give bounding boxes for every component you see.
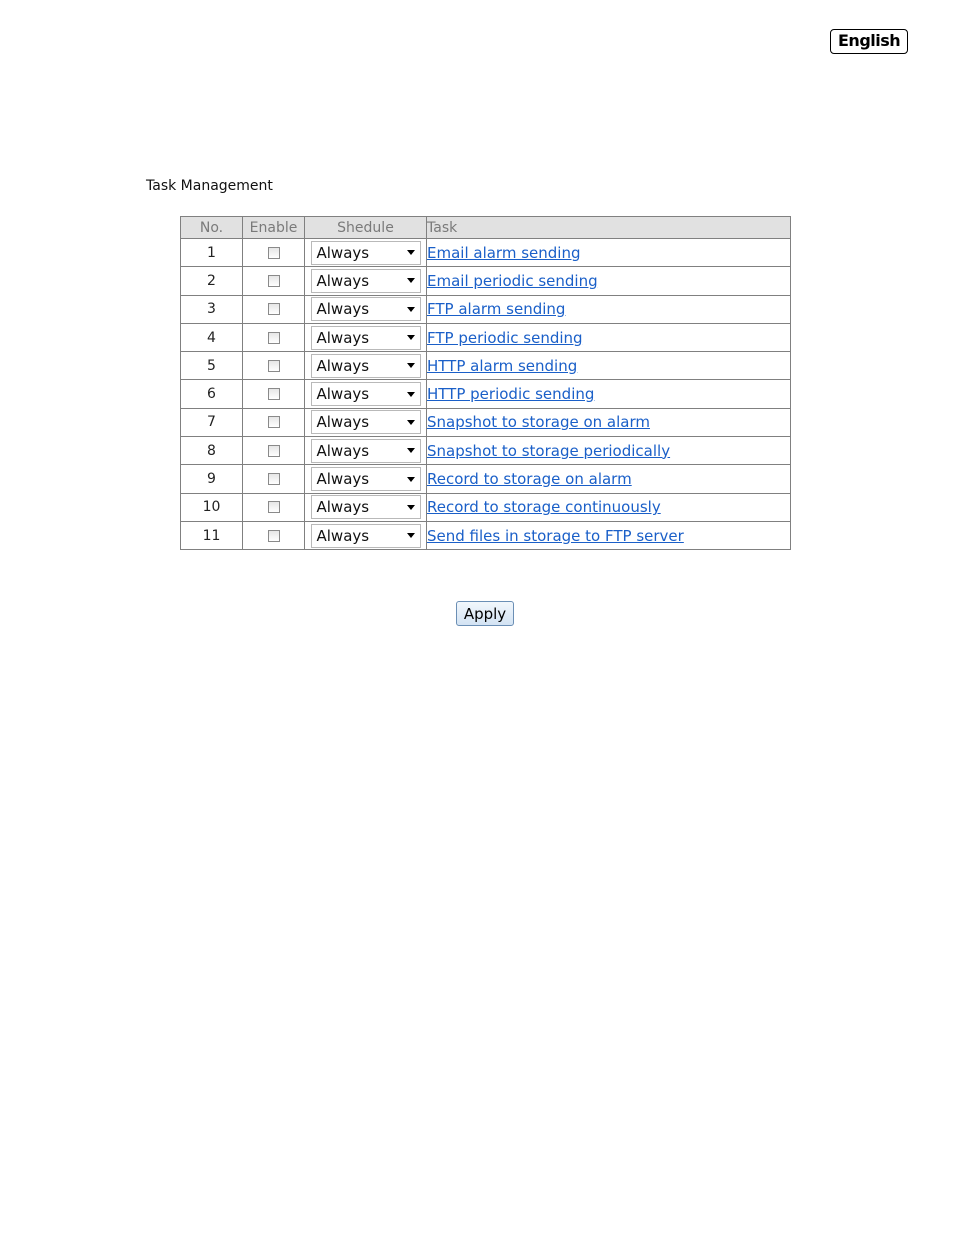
- chevron-down-icon: [407, 250, 415, 255]
- task-link-send-ftp[interactable]: Send files in storage to FTP server: [427, 526, 684, 545]
- schedule-select[interactable]: [311, 410, 421, 434]
- schedule-cell: [305, 239, 427, 267]
- table-row: [181, 437, 791, 465]
- chevron-down-icon: [407, 505, 415, 510]
- task-cell: [427, 465, 791, 493]
- row-number: 6: [181, 380, 243, 408]
- enable-cell: [243, 352, 305, 380]
- enable-cell: [243, 437, 305, 465]
- row-number: 3: [181, 295, 243, 323]
- chevron-down-icon: [407, 392, 415, 397]
- apply-button[interactable]: Apply: [456, 601, 514, 626]
- task-link-ftp-periodic[interactable]: FTP periodic sending: [427, 328, 583, 347]
- table-row: [181, 408, 791, 436]
- task-link-email-periodic[interactable]: Email periodic sending: [427, 271, 598, 290]
- schedule-select[interactable]: [311, 297, 421, 321]
- schedule-value: Always: [316, 271, 370, 290]
- schedule-cell: [305, 521, 427, 549]
- enable-checkbox[interactable]: [268, 416, 280, 428]
- schedule-cell: [305, 267, 427, 295]
- table-row: [181, 521, 791, 549]
- enable-cell: [243, 295, 305, 323]
- task-table: [180, 216, 791, 550]
- schedule-select[interactable]: [311, 495, 421, 519]
- schedule-cell: [305, 295, 427, 323]
- schedule-value: Always: [316, 328, 370, 347]
- schedule-select[interactable]: [311, 354, 421, 378]
- task-link-http-alarm[interactable]: HTTP alarm sending: [427, 356, 578, 375]
- enable-cell: [243, 380, 305, 408]
- enable-checkbox[interactable]: [268, 388, 280, 400]
- schedule-select[interactable]: [311, 439, 421, 463]
- header-task: Task: [427, 217, 791, 239]
- schedule-select[interactable]: [311, 382, 421, 406]
- schedule-cell: [305, 493, 427, 521]
- schedule-select[interactable]: [311, 524, 421, 548]
- schedule-cell: [305, 323, 427, 351]
- language-badge: English: [830, 29, 908, 54]
- task-link-snapshot-periodic[interactable]: Snapshot to storage periodically: [427, 441, 671, 460]
- task-link-snapshot-alarm[interactable]: Snapshot to storage on alarm: [427, 413, 650, 432]
- row-number: 11: [181, 521, 243, 549]
- task-cell: [427, 521, 791, 549]
- header-enable: Enable: [243, 217, 305, 239]
- header-no: No.: [181, 217, 243, 239]
- schedule-value: Always: [316, 498, 370, 517]
- schedule-value: Always: [316, 413, 370, 432]
- table-row: [181, 493, 791, 521]
- task-cell: [427, 267, 791, 295]
- enable-cell: [243, 323, 305, 351]
- table-row: [181, 239, 791, 267]
- enable-cell: [243, 408, 305, 436]
- enable-cell: [243, 493, 305, 521]
- row-number: 8: [181, 437, 243, 465]
- enable-checkbox[interactable]: [268, 473, 280, 485]
- schedule-cell: [305, 437, 427, 465]
- schedule-value: Always: [316, 243, 370, 262]
- table-header-row: [181, 217, 791, 239]
- table-row: [181, 323, 791, 351]
- enable-cell: [243, 267, 305, 295]
- row-number: 4: [181, 323, 243, 351]
- schedule-cell: [305, 465, 427, 493]
- enable-checkbox[interactable]: [268, 332, 280, 344]
- table-row: [181, 352, 791, 380]
- task-cell: [427, 408, 791, 436]
- schedule-cell: [305, 352, 427, 380]
- schedule-select[interactable]: [311, 269, 421, 293]
- enable-cell: [243, 239, 305, 267]
- enable-checkbox[interactable]: [268, 360, 280, 372]
- row-number: 1: [181, 239, 243, 267]
- schedule-select[interactable]: [311, 241, 421, 265]
- task-cell: [427, 437, 791, 465]
- schedule-select[interactable]: [311, 326, 421, 350]
- chevron-down-icon: [407, 477, 415, 482]
- task-cell: [427, 295, 791, 323]
- row-number: 2: [181, 267, 243, 295]
- enable-checkbox[interactable]: [268, 303, 280, 315]
- schedule-value: Always: [316, 526, 370, 545]
- task-cell: [427, 380, 791, 408]
- task-cell: [427, 493, 791, 521]
- row-number: 10: [181, 493, 243, 521]
- chevron-down-icon: [407, 307, 415, 312]
- task-link-record-alarm[interactable]: Record to storage on alarm: [427, 470, 632, 489]
- enable-checkbox[interactable]: [268, 247, 280, 259]
- chevron-down-icon: [407, 335, 415, 340]
- table-row: [181, 295, 791, 323]
- task-link-record-continuous[interactable]: Record to storage continuously: [427, 498, 661, 517]
- schedule-value: Always: [316, 441, 370, 460]
- chevron-down-icon: [407, 448, 415, 453]
- task-table-body: [181, 239, 791, 550]
- schedule-value: Always: [316, 385, 370, 404]
- enable-cell: [243, 521, 305, 549]
- enable-checkbox[interactable]: [268, 445, 280, 457]
- task-cell: [427, 323, 791, 351]
- row-number: 7: [181, 408, 243, 436]
- enable-checkbox[interactable]: [268, 530, 280, 542]
- header-schedule: Shedule: [305, 217, 427, 239]
- enable-cell: [243, 465, 305, 493]
- chevron-down-icon: [407, 420, 415, 425]
- schedule-select[interactable]: [311, 467, 421, 491]
- chevron-down-icon: [407, 278, 415, 283]
- row-number: 5: [181, 352, 243, 380]
- enable-checkbox[interactable]: [268, 275, 280, 287]
- section-title: Task Management: [146, 178, 273, 194]
- task-link-ftp-alarm[interactable]: FTP alarm sending: [427, 300, 566, 319]
- task-link-email-alarm[interactable]: Email alarm sending: [427, 243, 581, 262]
- schedule-cell: [305, 408, 427, 436]
- table-row: [181, 380, 791, 408]
- table-row: [181, 267, 791, 295]
- chevron-down-icon: [407, 363, 415, 368]
- schedule-cell: [305, 380, 427, 408]
- task-cell: [427, 239, 791, 267]
- task-cell: [427, 352, 791, 380]
- schedule-value: Always: [316, 300, 370, 319]
- task-link-http-periodic[interactable]: HTTP periodic sending: [427, 385, 595, 404]
- table-row: [181, 465, 791, 493]
- row-number: 9: [181, 465, 243, 493]
- schedule-value: Always: [316, 470, 370, 489]
- enable-checkbox[interactable]: [268, 501, 280, 513]
- schedule-value: Always: [316, 356, 370, 375]
- chevron-down-icon: [407, 533, 415, 538]
